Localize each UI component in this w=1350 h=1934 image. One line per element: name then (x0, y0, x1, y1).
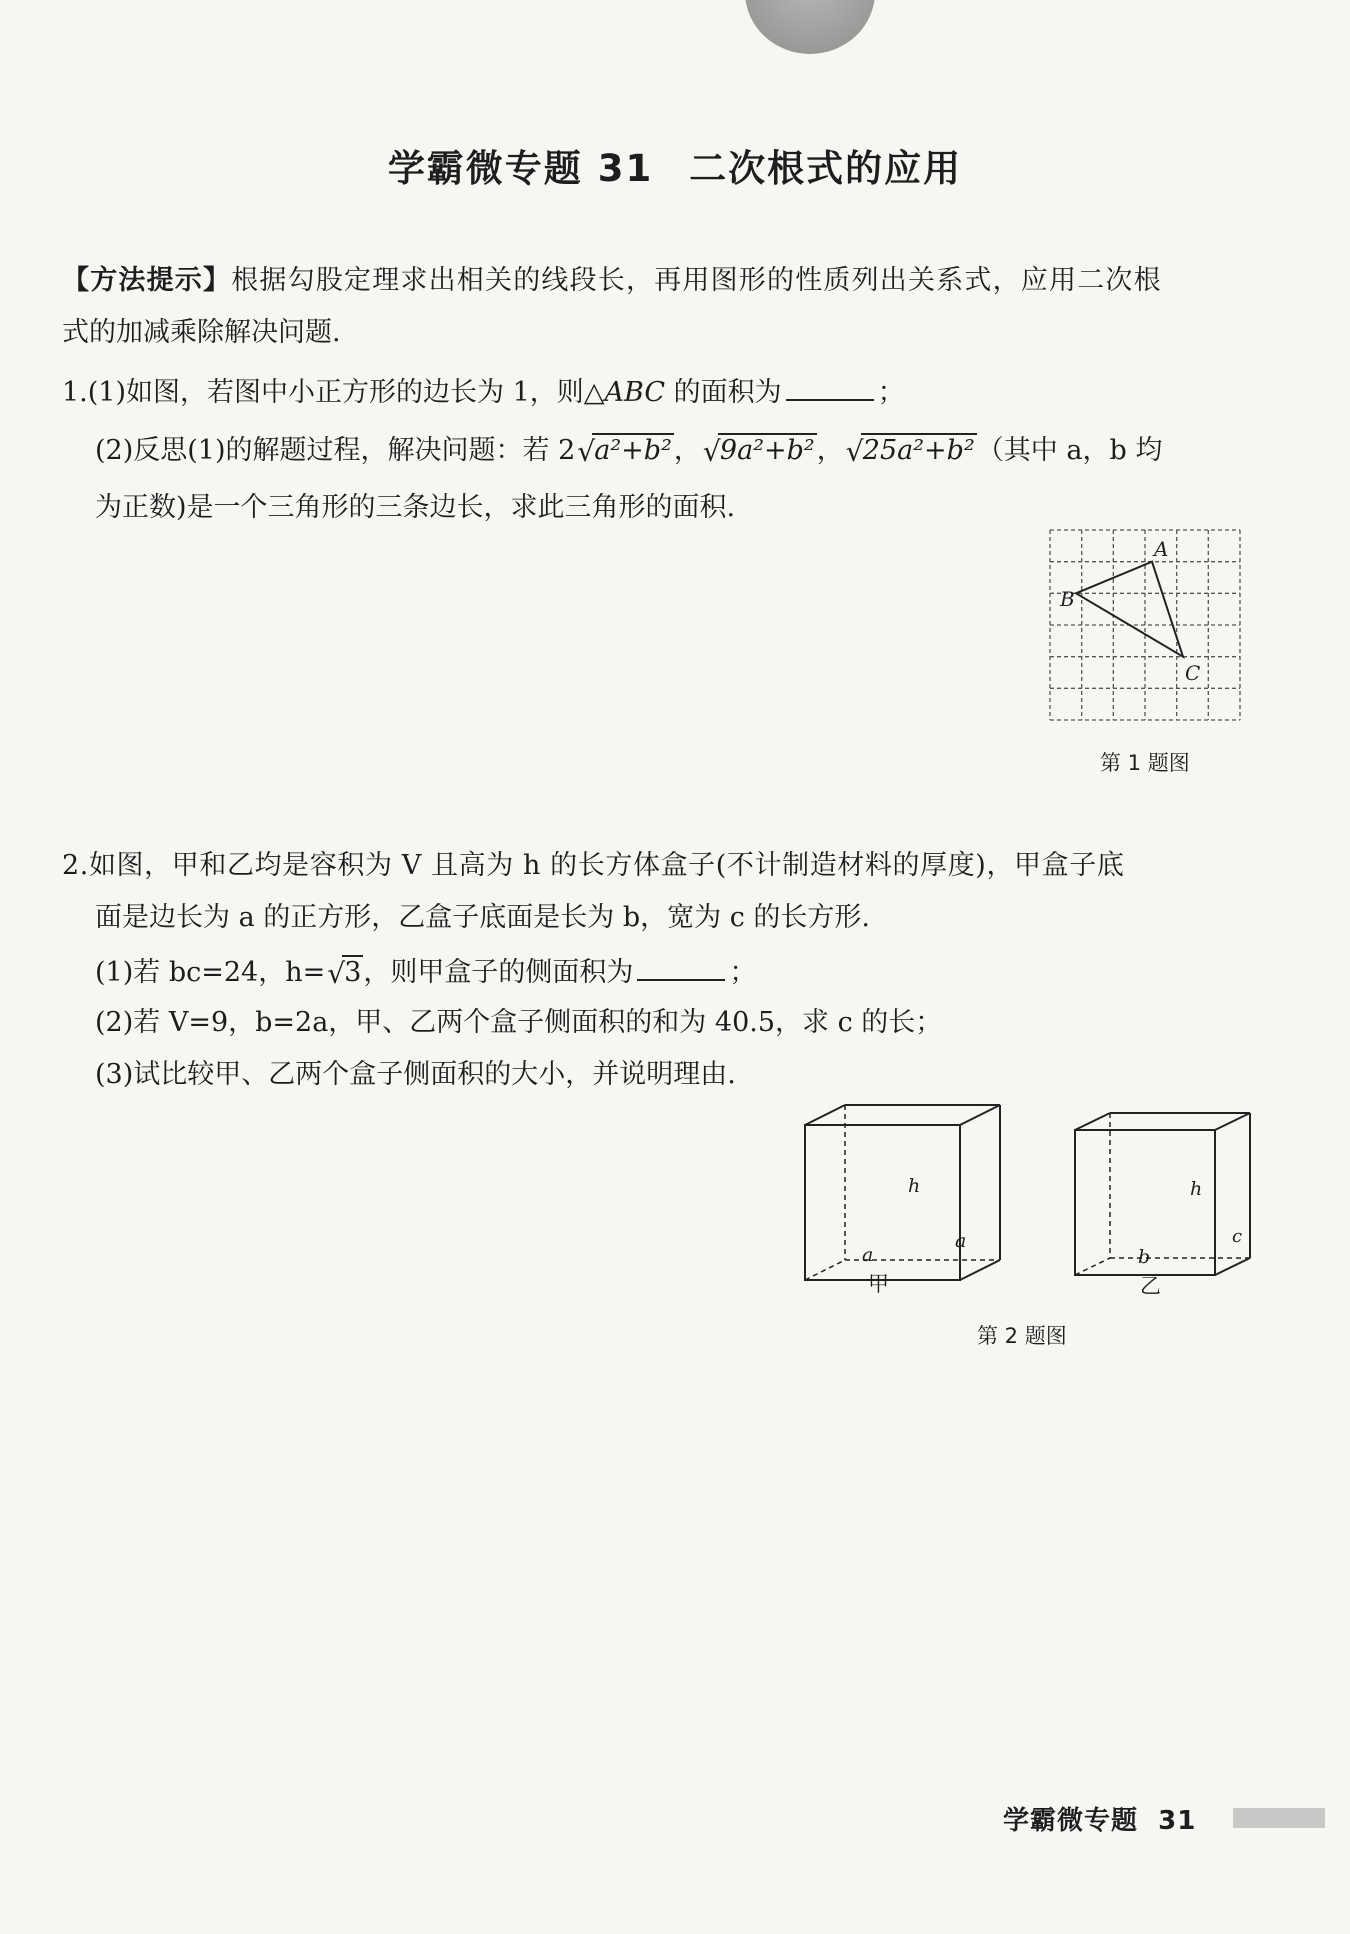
q1-part1: 1.(1)如图，若图中小正方形的边长为 1，则△ABC 的面积为 ； (62, 377, 905, 408)
radical-2: √ 9a²+b² (702, 435, 815, 468)
box-yi (1075, 1113, 1250, 1275)
radical-sqrt3: √ 3 (327, 957, 362, 990)
box-jia-side-label: a (955, 1230, 967, 1252)
q2-sub-2: (2)若 V=9，b=2a，甲、乙两个盒子侧面积的和为 40.5，求 c 的长； (95, 1007, 943, 1038)
box-yi-h: h (1190, 1178, 1203, 1200)
figure-2-boxes (790, 1090, 1260, 1300)
box-yi-c-label: c (1232, 1226, 1243, 1247)
q2-sub-3: (3)试比较甲、乙两个盒子侧面积的大小，并说明理由. (95, 1059, 736, 1090)
tip-label: 【方法提示】 (62, 265, 232, 296)
label-c: C (1185, 661, 1201, 685)
q1-part2-line2: 为正数)是一个三角形的三条边长，求此三角形的面积. (95, 492, 736, 523)
radical-1: √ a²+b² (577, 435, 672, 468)
box-jia-name: 甲 (868, 1272, 889, 1296)
page-title (0, 138, 1350, 192)
figure-2-caption: 第 2 题图 (977, 1324, 1067, 1348)
page-number: 31 (1158, 1806, 1197, 1836)
answer-blank-2[interactable] (637, 957, 725, 981)
box-jia-h: h (908, 1175, 921, 1197)
box-jia (805, 1105, 1000, 1280)
box-yi-b-label: b (1138, 1246, 1151, 1268)
answer-blank-1[interactable] (786, 377, 874, 401)
title-sub: 二次根式的应用 (689, 147, 963, 190)
q2-line-2: 面是边长为 a 的正方形，乙盒子底面是长为 b，宽为 c 的长方形. (95, 902, 870, 933)
tip-line-1: 【方法提示】根据勾股定理求出相关的线段长，再用图形的性质列出关系式，应用二次根 (62, 265, 1162, 296)
q2-line-1: 2.如图，甲和乙均是容积为 V 且高为 h 的长方体盒子(不计制造材料的厚度)，甲盒子底 (62, 850, 1125, 881)
figure-1-grid-triangle (1040, 520, 1250, 730)
footer (1003, 1800, 1196, 1837)
q1-part2: (2)反思(1)的解题过程，解决问题：若 2 √ a²+b²， √ 9a²+b²， √ 25a²+b²（其中 a，b 均 (95, 435, 1163, 468)
box-jia-a-label: a (862, 1244, 874, 1266)
box-yi-name: 乙 (1140, 1274, 1161, 1298)
label-a: A (1154, 537, 1169, 561)
tip-line-2: 式的加减乘除解决问题. (62, 317, 341, 348)
footer-bar-decoration (1233, 1808, 1325, 1828)
q2-sub-1: (1)若 bc=24，h= √ 3，则甲盒子的侧面积为 ； (95, 957, 757, 990)
footer-label: 学霸微专题 (1003, 1806, 1139, 1836)
figure-1-caption: 第 1 题图 (1100, 751, 1190, 775)
page-tab-decoration (745, 0, 875, 54)
triangle-abc (1076, 562, 1183, 657)
label-b: B (1060, 587, 1075, 611)
title-main: 学霸微专题 31 (387, 147, 654, 190)
radical-3: √ 25a²+b² (845, 435, 975, 468)
